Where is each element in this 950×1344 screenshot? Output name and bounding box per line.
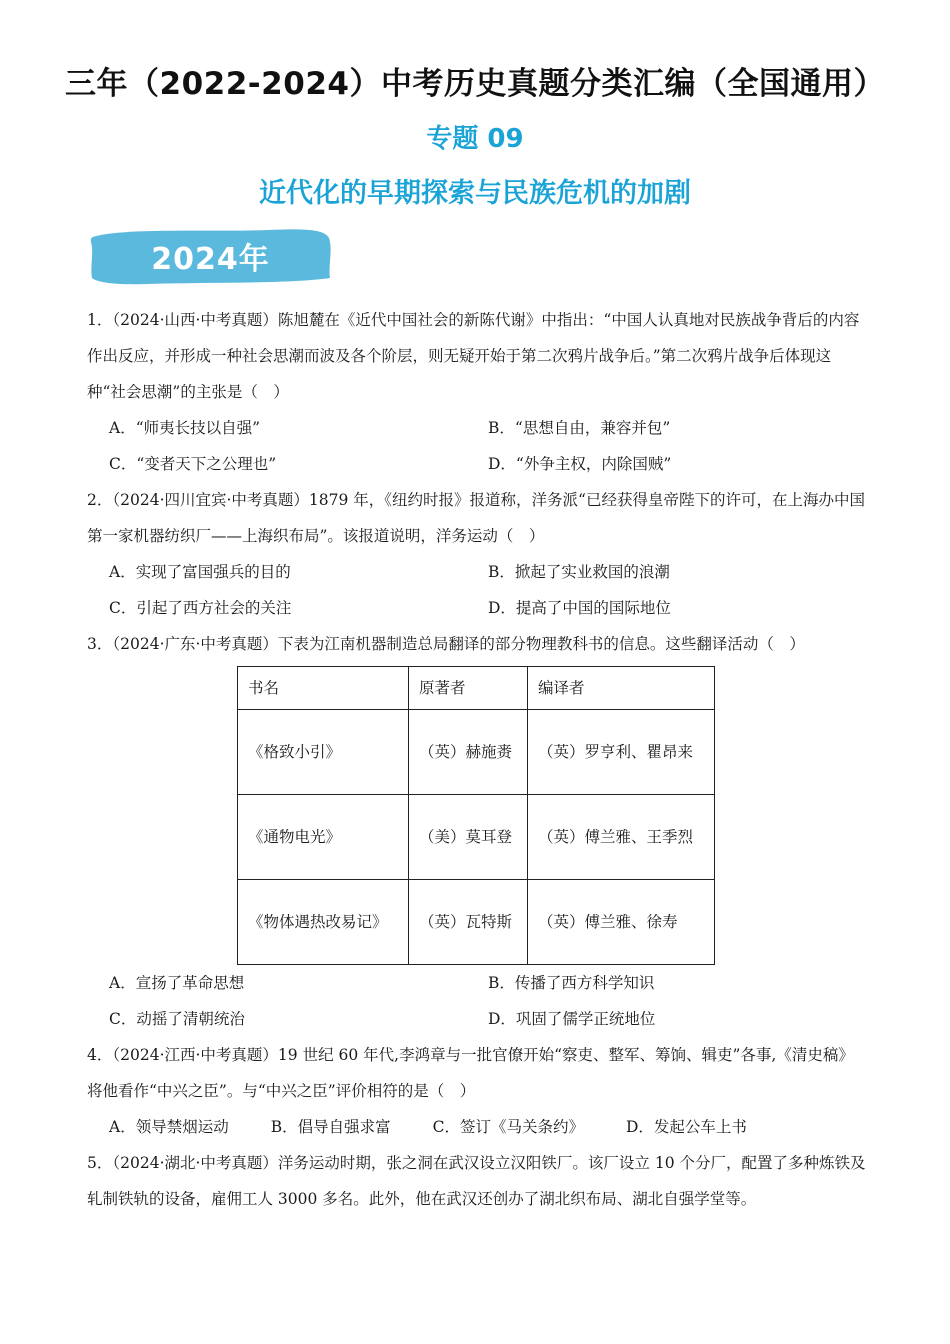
table-cell: （英）瓦特斯	[409, 880, 528, 965]
question-stem: 2．（2024·四川宜宾·中考真题）1879 年，《纽约时报》报道称，洋务派“已经获得皇帝陛下的许可，在上海办中国第一家机器纺织厂——上海织布局”。该报道说明，洋务运动（ ）	[87, 491, 865, 545]
translation-table	[237, 666, 715, 965]
option-d: D．巩固了儒学正统地位	[488, 1010, 656, 1028]
table-cell: （英）傅兰雅、王季烈	[528, 795, 715, 880]
option-list	[87, 1109, 867, 1145]
table-header: 书名	[238, 667, 409, 710]
question-stem: 4．（2024·江西·中考真题）19 世纪 60 年代,李鸿章与一批官僚开始“察吏、整军、筹饷、辑吏”各事,《清史稿》将他看作“中兴之臣”。与“中兴之臣”评价相符的是（ ）	[87, 1046, 854, 1100]
year-badge	[88, 226, 333, 286]
option-c: C．“变者天下之公理也”	[109, 455, 277, 473]
option-list	[87, 554, 867, 626]
option-list	[87, 410, 867, 482]
option-b: B．传播了西方科学知识	[488, 974, 655, 992]
year-badge-label: 2024年	[151, 242, 270, 277]
option-c: C．动摇了清朝统治	[109, 1010, 245, 1028]
question-stem: 1．（2024·山西·中考真题）陈旭麓在《近代中国社会的新陈代谢》中指出：“中国人认真地对民族战争背后的内容作出反应，并形成一种社会思潮而波及各个阶层，则无疑开始于第二次鸦片战争后。”第二次鸦片战争后体现这种“社会思潮”的主张是（ ）	[87, 311, 860, 401]
question-5	[87, 1145, 867, 1217]
option-b: B．倡导自强求富	[270, 1118, 391, 1136]
table-header: 原著者	[409, 667, 528, 710]
question-stem: 5．（2024·湖北·中考真题）洋务运动时期，张之洞在武汉设立汉阳铁厂。该厂设立 10 个分厂，配置了多种炼铁及轧制铁轨的设备，雇佣工人 3000 多名。此外，他在武汉还创办了湖北织布局、湖北自强学堂等。	[87, 1154, 866, 1208]
question-2	[87, 482, 867, 626]
table-cell: 《格致小引》	[238, 710, 409, 795]
option-b: B．掀起了实业救国的浪潮	[488, 563, 670, 581]
question-3	[87, 626, 867, 1037]
table-cell: （美）莫耳登	[409, 795, 528, 880]
topic-number: 专题 09	[426, 124, 524, 154]
table-cell: （英）赫施赉	[409, 710, 528, 795]
option-a: A．宣扬了革命思想	[109, 974, 245, 992]
table-row	[238, 880, 715, 965]
topic-title: 近代化的早期探索与民族危机的加剧	[259, 178, 691, 209]
question-stem: 3．（2024·广东·中考真题）下表为江南机器制造总局翻译的部分物理教科书的信息。这些翻译活动（ ）	[87, 635, 805, 653]
table-row	[238, 795, 715, 880]
question-list	[87, 302, 867, 1217]
option-d: D．“外争主权，内除国贼”	[488, 455, 672, 473]
question-1	[87, 302, 867, 482]
table-cell: （英）罗亨利、瞿昂来	[528, 710, 715, 795]
option-b: B．“思想自由，兼容并包”	[488, 419, 671, 437]
question-4	[87, 1037, 867, 1145]
table-cell: 《通物电光》	[238, 795, 409, 880]
table-row	[238, 710, 715, 795]
option-d: D．提高了中国的国际地位	[488, 599, 671, 617]
option-c: C．引起了西方社会的关注	[109, 599, 292, 617]
table-header-row	[238, 667, 715, 710]
option-c: C．签订《马关条约》	[432, 1118, 584, 1136]
option-a: A．“师夷长技以自强”	[109, 419, 261, 437]
option-a: A．领导禁烟运动	[109, 1118, 229, 1136]
table-cell: 《物体遇热改易记》	[238, 880, 409, 965]
option-list	[87, 965, 867, 1037]
document-title: 三年（2022-2024）中考历史真题分类汇编（全国通用）	[65, 66, 885, 102]
table-header: 编译者	[528, 667, 715, 710]
table-cell: （英）傅兰雅、徐寿	[528, 880, 715, 965]
option-d: D．发起公车上书	[625, 1118, 747, 1136]
option-a: A．实现了富国强兵的目的	[109, 563, 291, 581]
